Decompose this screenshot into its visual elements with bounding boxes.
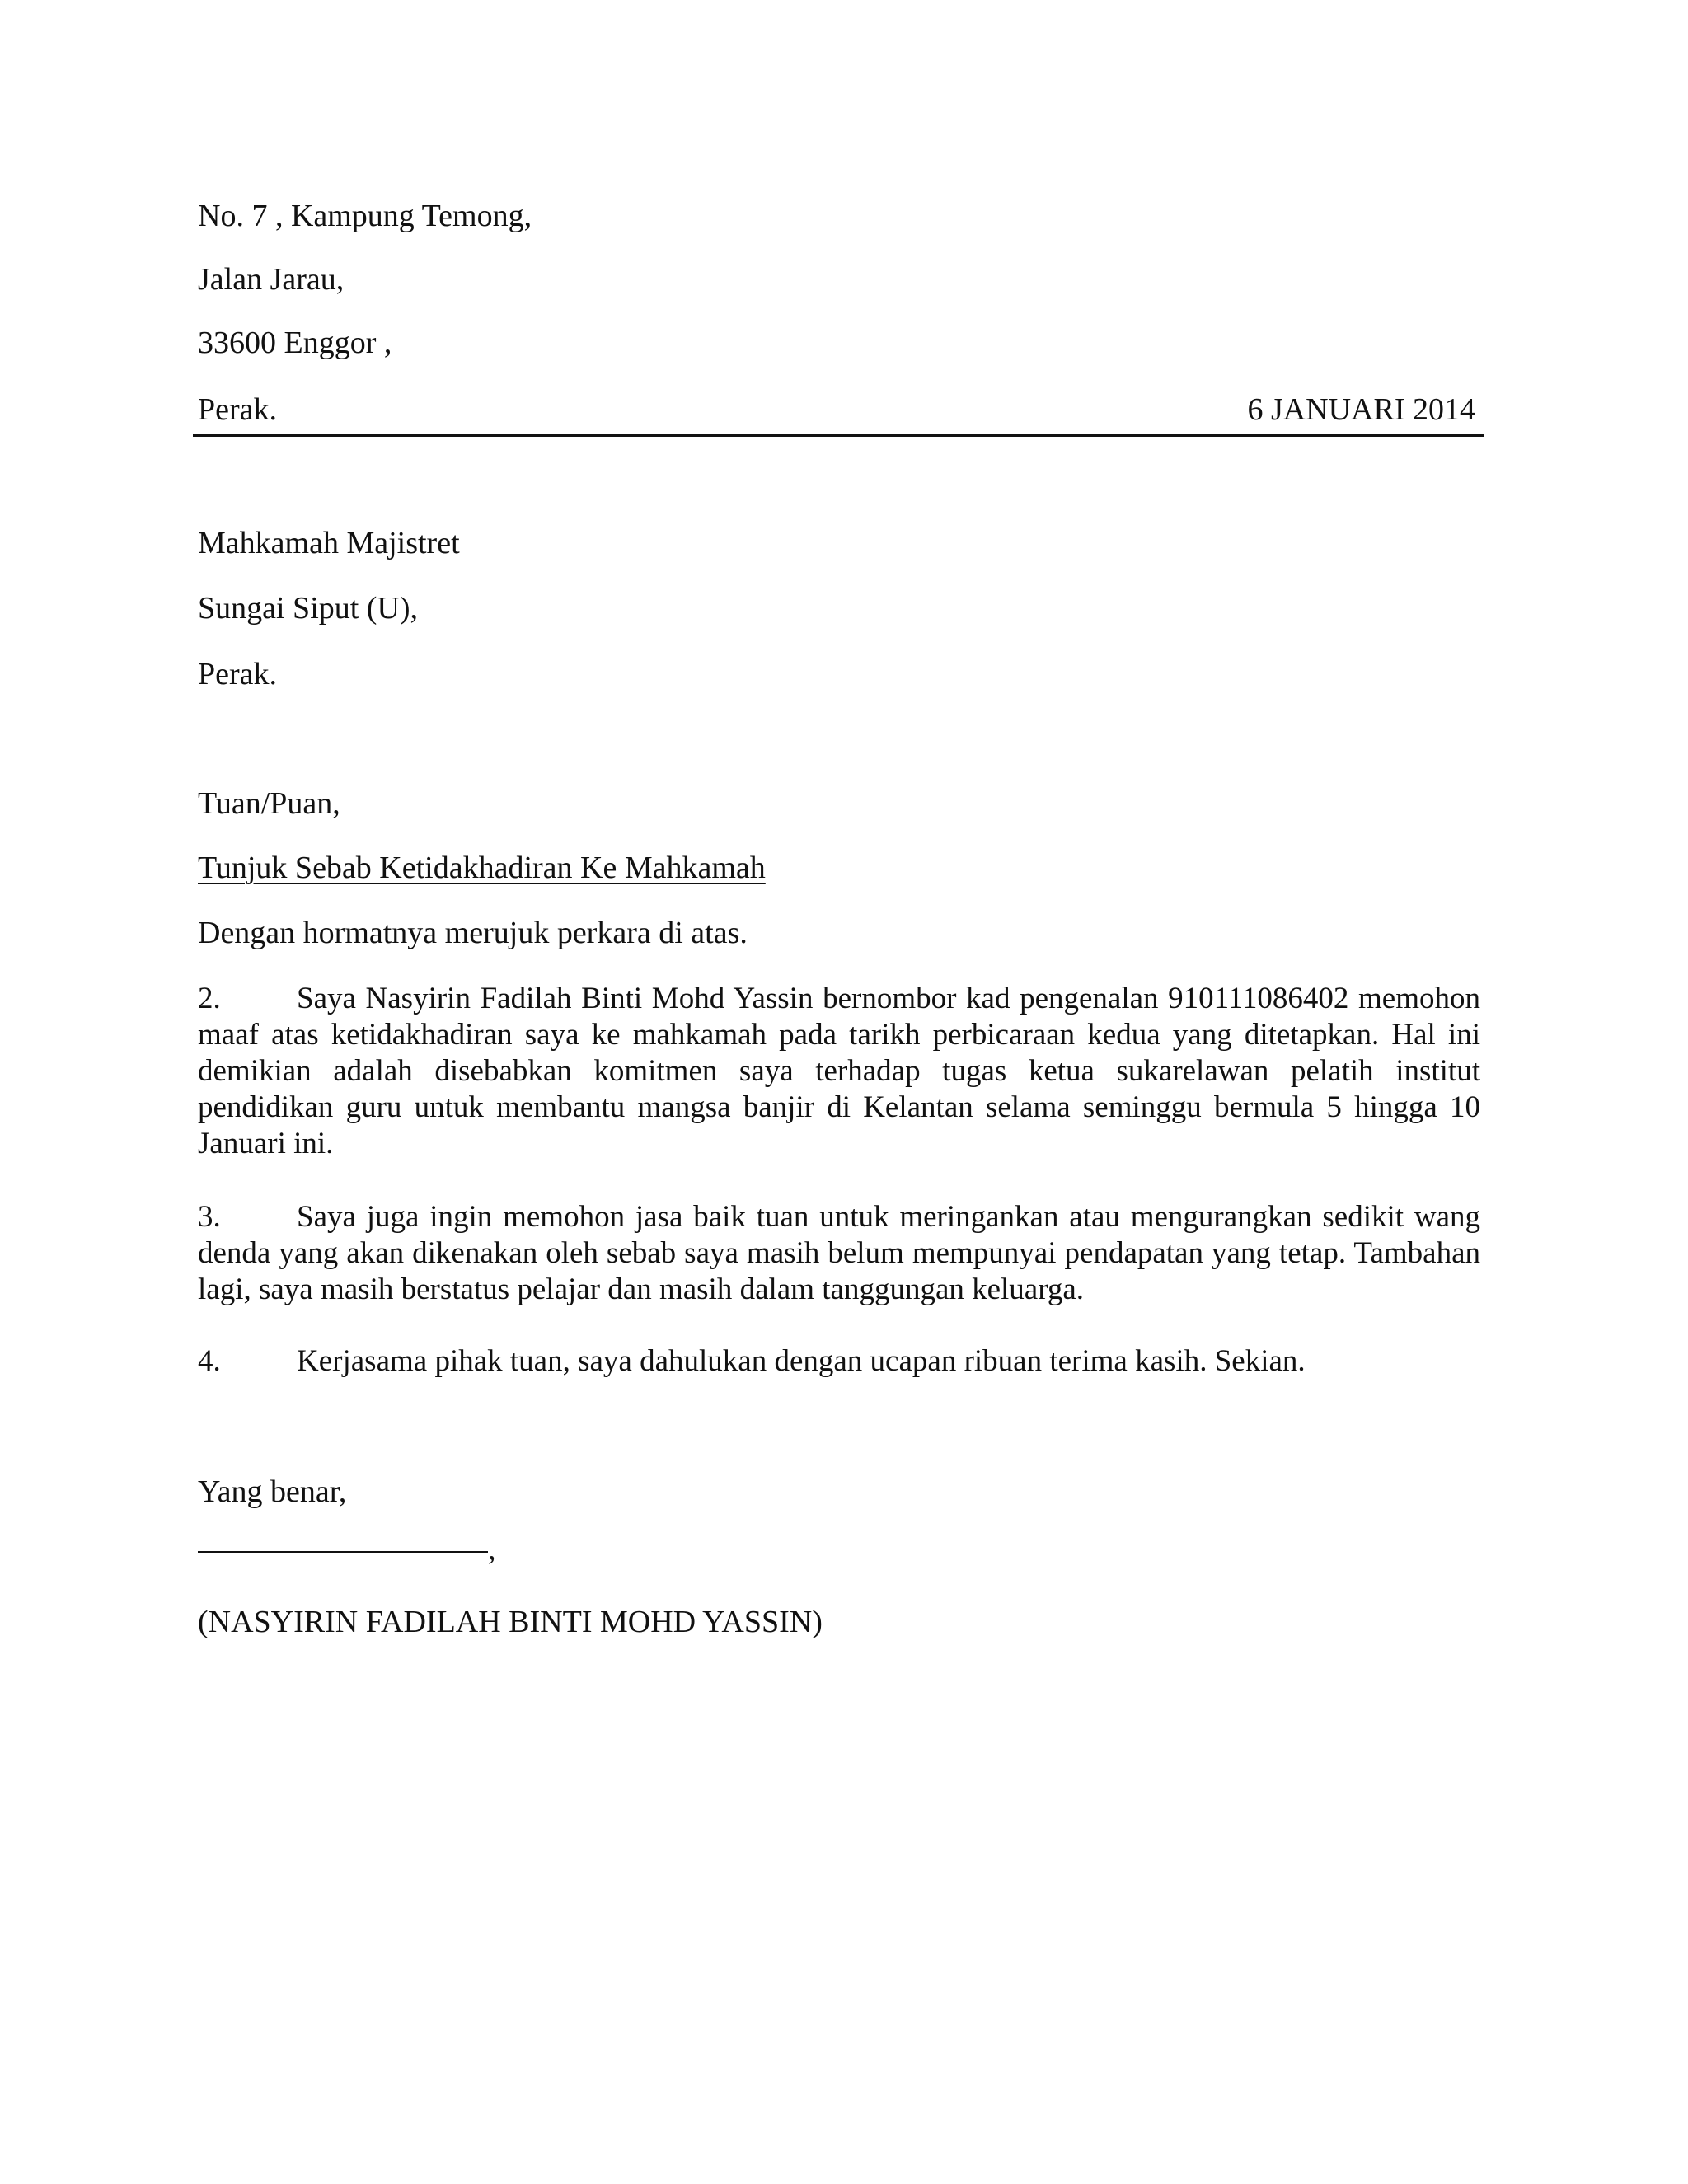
letter-subject: Tunjuk Sebab Ketidakhadiran Ke Mahkamah xyxy=(198,851,766,885)
header-divider xyxy=(193,434,1484,437)
sender-address-line-3: 33600 Enggor , xyxy=(198,326,392,360)
recipient-line-2: Sungai Siput (U), xyxy=(198,591,419,626)
recipient-line-1: Mahkamah Majistret xyxy=(198,526,460,560)
paragraph-text: Kerjasama pihak tuan, saya dahulukan dengan ucapan ribuan terima kasih. Sekian. xyxy=(297,1344,1306,1378)
paragraph-4 xyxy=(198,1343,1480,1380)
recipient-line-3: Perak. xyxy=(198,657,278,691)
signatory-name: (NASYIRIN FADILAH BINTI MOHD YASSIN) xyxy=(198,1605,823,1639)
paragraph-number: 3. xyxy=(198,1200,221,1234)
paragraph-number: 2. xyxy=(198,982,221,1015)
salutation: Tuan/Puan, xyxy=(198,786,340,821)
paragraph-text: Saya Nasyirin Fadilah Binti Mohd Yassin bernombor kad pengenalan 910111086402 memohon maaf atas ketidakhadiran saya ke mahkamah pada tarikh perbicaraan kedua yang ditetapkan. Hal ini demikian adalah disebabkan komitmen saya terhadap tugas ketua sukarelawan pelatih institut pendidikan guru untuk membantu mangsa banjir di Kelantan selama seminggu bermula 5 hingga 10 Januari ini. xyxy=(198,982,1480,1160)
signature-comma: , xyxy=(488,1532,496,1567)
paragraph-3 xyxy=(198,1199,1480,1308)
paragraph-number: 4. xyxy=(198,1344,221,1378)
sender-address-line-4: Perak. xyxy=(198,392,278,427)
signature-line xyxy=(198,1551,488,1553)
opening-sentence: Dengan hormatnya merujuk perkara di atas. xyxy=(198,916,748,950)
paragraph-text: Saya juga ingin memohon jasa baik tuan untuk meringankan atau mengurangkan sedikit wang denda yang akan dikenakan oleh sebab saya masih belum mempunyai pendapatan yang tetap. Tambahan lagi, saya masih berstatus pelajar dan masih dalam tanggungan keluarga. xyxy=(198,1200,1480,1306)
closing: Yang benar, xyxy=(198,1474,347,1509)
letter-date: 6 JANUARI 2014 xyxy=(1247,392,1475,427)
sender-address-line-2: Jalan Jarau, xyxy=(198,262,345,297)
paragraph-2 xyxy=(198,981,1480,1162)
sender-address-line-1: No. 7 , Kampung Temong, xyxy=(198,199,532,233)
